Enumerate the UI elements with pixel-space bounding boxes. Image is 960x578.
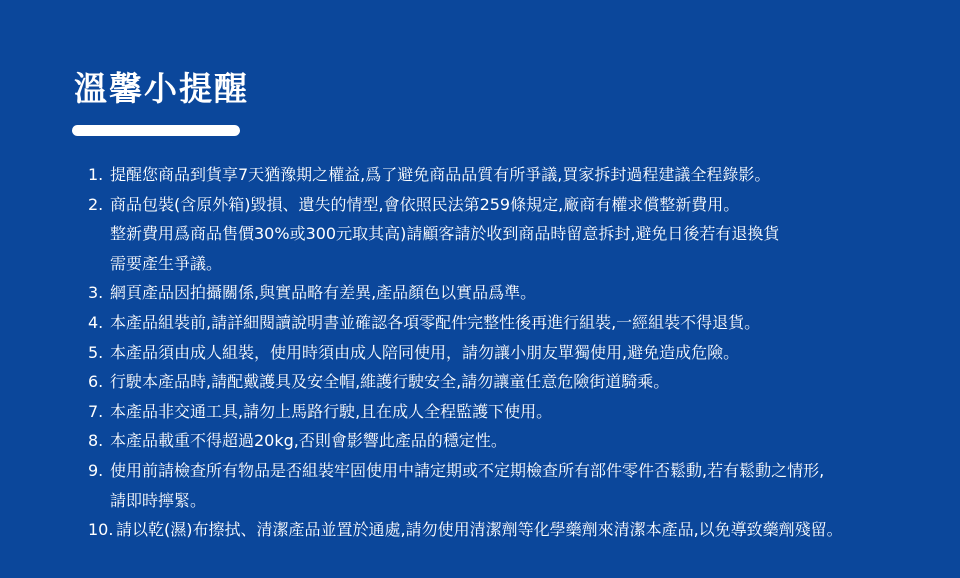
note-number: 8.: [88, 431, 104, 451]
note-line: 需要產生爭議。: [110, 253, 223, 273]
note-text: [110, 190, 779, 279]
note-text: [110, 367, 669, 397]
note-text: [110, 426, 507, 456]
note-number: 5.: [88, 342, 104, 362]
note-number: 10.: [88, 520, 114, 540]
note-line: 行駛本產品時,請配戴護具及安全帽,維護行駛安全,請勿讓童任意危險街道騎乘。: [110, 372, 670, 392]
note-line: 商品包裝(含原外箱)毀損、遺失的情型,會依照民法第259條規定,廠商有權求償整新費用。: [110, 194, 740, 214]
note-line: 本產品非交通工具,請勿上馬路行駛,且在成人全程監護下使用。: [110, 401, 553, 421]
note-item: [88, 338, 948, 368]
note-item: [88, 397, 948, 427]
note-item: [88, 515, 948, 545]
note-number: 6.: [88, 372, 104, 392]
note-line: 本產品組裝前,請詳細閱讀說明書並確認各項零配件完整性後再進行組裝,一經組裝不得退貨。: [110, 312, 761, 332]
note-text: [110, 278, 536, 308]
note-item: [88, 426, 948, 456]
note-line: 網頁產品因拍攝關係,與實品略有差異,產品顏色以實品爲準。: [110, 283, 537, 303]
note-item: [88, 367, 948, 397]
note-line: 本產品須由成人組裝，使用時須由成人陪同使用，請勿讓小朋友單獨使用,避免造成危險。: [110, 342, 740, 362]
note-item: [88, 190, 948, 279]
note-line: 請以乾(濕)布擦拭、清潔產品並置於通處,請勿使用清潔劑等化學藥劑來清潔本產品,以免導致藥劑殘留。: [116, 520, 843, 540]
note-item: [88, 456, 948, 515]
note-number: 1.: [88, 165, 104, 184]
note-number: 9.: [88, 460, 104, 480]
title-underline: [72, 125, 240, 136]
note-number: 4.: [88, 312, 104, 332]
notes-list: [88, 160, 948, 545]
note-text: [110, 160, 770, 190]
note-number: 2.: [88, 194, 104, 214]
note-text: [110, 456, 824, 515]
note-number: 3.: [88, 283, 104, 303]
note-text: [110, 338, 739, 368]
note-number: 7.: [88, 401, 104, 421]
note-item: [88, 278, 948, 308]
note-line: 提醒您商品到貨享7天猶豫期之權益,爲了避免商品品質有所爭議,買家拆封過程建議全程錄影。: [110, 165, 771, 184]
note-item: [88, 160, 948, 190]
page-title: 溫馨小提醒: [74, 69, 249, 108]
note-text: [110, 397, 552, 427]
note-line: 本產品載重不得超過20kg,否則會影響此產品的穩定性。: [110, 431, 507, 451]
note-line: 使用前請檢查所有物品是否組裝牢固使用中請定期或不定期檢查所有部件零件否鬆動,若有鬆動之情形,: [110, 460, 825, 480]
note-text: [110, 308, 760, 338]
note-item: [88, 308, 948, 338]
note-line: 整新費用爲商品售價30%或300元取其高)請顧客請於收到商品時留意拆封,避免日後若有退換貨: [110, 224, 780, 244]
note-text: [116, 515, 843, 545]
note-line: 請即時擰緊。: [110, 490, 207, 510]
